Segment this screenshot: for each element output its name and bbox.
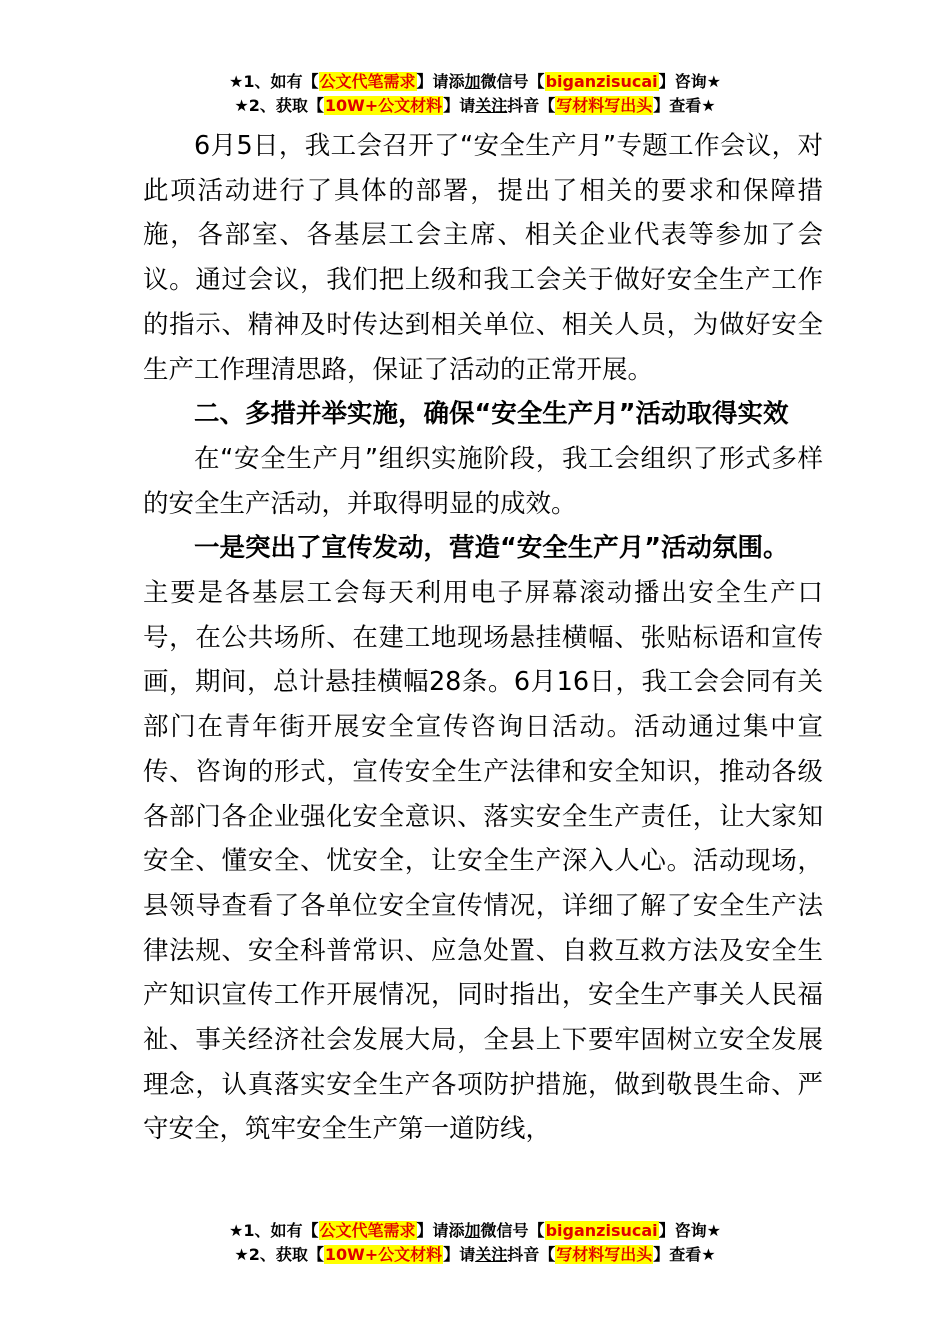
highlight-service: 公文代笔需求 bbox=[319, 1221, 416, 1240]
subheading-publicity: 一是突出了宣传发动，营造“安全生产月”活动氛围。 bbox=[194, 533, 789, 564]
highlight-materials: 10W+公文材料 bbox=[324, 96, 443, 115]
document-body bbox=[143, 124, 823, 1152]
star-icon: ★ bbox=[229, 1221, 244, 1240]
star-icon: ★ bbox=[234, 96, 249, 115]
banner-line-1: ★1、如有【公文代笔需求】请添加微信号【biganzisucai】咨询★ bbox=[229, 1221, 721, 1240]
highlight-wechat-id: biganzisucai bbox=[545, 1221, 658, 1240]
paragraph-implementation: 在“安全生产月”组织实施阶段，我工会组织了形式多样的安全生产活动，并取得明显的成效。 bbox=[143, 443, 823, 519]
footer-banner bbox=[0, 1219, 950, 1267]
star-icon: ★ bbox=[229, 72, 244, 91]
highlight-service: 公文代笔需求 bbox=[319, 72, 416, 91]
paragraph-publicity: 主要是各基层工会每天利用电子屏幕滚动播出安全生产口号，在公共场所、在建工地现场悬挂横幅、张贴标语和宣传画，期间，总计悬挂横幅28条。6月16日，我工会会同有关部门在青年街开展安全宣传咨询日活动。活动通过集中宣传、咨询的形式，宣传安全生产法律和安全知识，推动各级各部门各企业强化安全意识、落实安全生产责任，让大家知安全、懂安全、忧安全，让安全生产深入人心。活动现场，县领导查看了各单位安全宣传情况，详细了解了安全生产法律法规、安全科普常识、应急处置、自救互救方法及安全生产知识宣传工作开展情况，同时指出，安全生产事关人民福祉、事关经济社会发展大局，全县上下要牢固树立安全发展理念，认真落实安全生产各项防护措施，做到敬畏生命、严守安全，筑牢安全生产第一道防线， bbox=[143, 578, 823, 1145]
star-icon: ★ bbox=[234, 1245, 249, 1264]
highlight-douyin: 写材料写出头 bbox=[556, 1245, 653, 1264]
banner-line-2: ★2、获取【10W+公文材料】请关注抖音【写材料写出头】查看★ bbox=[234, 1245, 716, 1264]
highlight-douyin: 写材料写出头 bbox=[556, 96, 653, 115]
highlight-wechat-id: biganzisucai bbox=[545, 72, 658, 91]
banner-line-1: ★1、如有【公文代笔需求】请添加微信号【biganzisucai】咨询★ bbox=[229, 72, 721, 91]
section-heading: 二、多措并举实施，确保“安全生产月”活动取得实效 bbox=[194, 399, 789, 430]
highlight-materials: 10W+公文材料 bbox=[324, 1245, 443, 1264]
paragraph-meeting: 6月5日，我工会召开了“安全生产月”专题工作会议，对此项活动进行了具体的部署，提出了相关的要求和保障措施，各部室、各基层工会主席、相关企业代表等参加了会议。通过会议，我们把上级和我工会关于做好安全生产工作的指示、精神及时传达到相关单位、相关人员，为做好安全生产工作理清思路，保证了活动的正常开展。 bbox=[143, 131, 823, 385]
header-banner bbox=[0, 70, 950, 118]
banner-line-2: ★2、获取【10W+公文材料】请关注抖音【写材料写出头】查看★ bbox=[234, 96, 716, 115]
